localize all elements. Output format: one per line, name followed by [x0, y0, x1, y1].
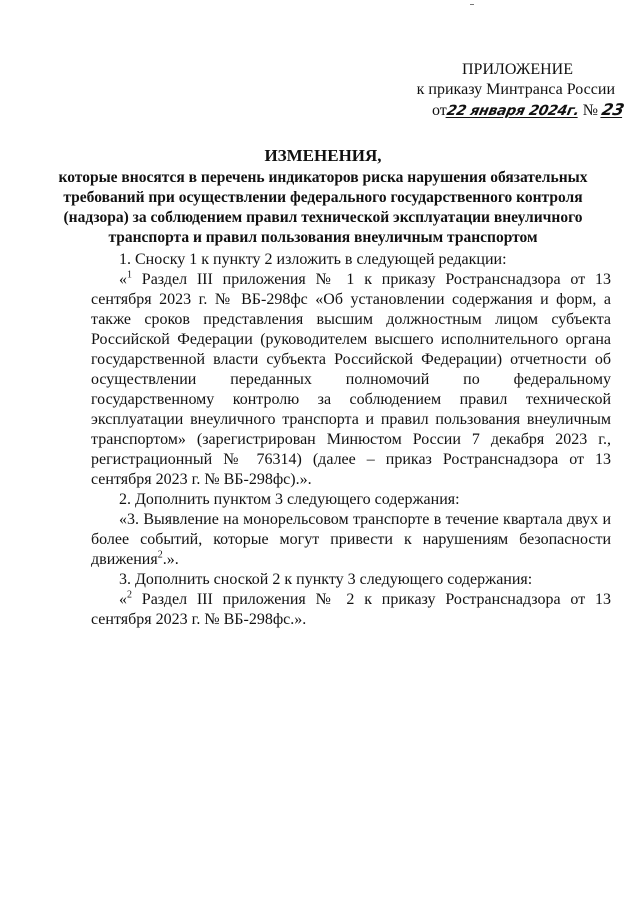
quote-open-1: «	[119, 271, 127, 288]
footnote-mark-3: 2	[127, 589, 132, 601]
appendix-title: ПРИЛОЖЕНИЕ	[462, 61, 574, 78]
appendix-date-row	[400, 100, 626, 121]
item-1-quote	[91, 270, 611, 490]
item-2-quote-tail: .».	[162, 551, 179, 568]
item-2-quote	[91, 510, 611, 570]
item-2-intro: 2. Дополнить пунктом 3 следующего содержания:	[119, 491, 460, 508]
footnote-mark-2: 2	[157, 549, 163, 561]
heading-title: ИЗМЕНЕНИЯ,	[264, 146, 382, 165]
item-3-quote	[91, 590, 611, 630]
item-3-intro: 3. Дополнить сноской 2 к пункту 3 следующего содержания:	[119, 571, 533, 588]
heading-subtitle: которые вносятся в перечень индикаторов риска нарушения обязательных требований при осуществлении федерального государственного контроля (надзора) за соблюдением правил технической эксплуатации внеуличного транспорта и правил пользования внеуличным транспортом	[58, 169, 588, 246]
handwritten-number: 23	[600, 100, 626, 119]
scan-mark	[470, 4, 474, 5]
item-1-quote-text: Раздел III приложения № 1 к приказу Ространснадзора от 13 сентября 2023 г. № ВБ-298фс «Об установлении содержания и форм, а также сроков представления высшим должностным лицом субъекта Российской Федерации (руководителем высшего исполнительного органа государственной власти субъекта Российской Федерации) отчетности об осуществлении переданных полномочий по федеральному государственному контролю за соблюдением правил технической эксплуатации внеуличного транспорта и правил пользования внеуличным транспортом» (зарегистрирован Минюстом России 7 декабря 2023 г., регистрационный № 76314) (далее – приказ Ространснадзора от 13 сентября 2023 г. № ВБ-298фс).».	[91, 271, 611, 488]
handwritten-date: 22 января 2024г.	[445, 103, 581, 119]
number-prefix: №	[582, 102, 599, 119]
footnote-mark-1: 1	[127, 269, 132, 281]
quote-open-3: «	[119, 591, 127, 608]
appendix-header	[400, 60, 626, 121]
item-1-intro: 1. Сноску 1 к пункту 2 изложить в следующей редакции:	[119, 251, 507, 268]
item-2-quote-text: «3. Выявление на монорельсовом транспорте в течение квартала двух и более событий, которые могут привести к нарушениям безопасности движения	[91, 511, 611, 568]
document-heading	[40, 145, 606, 248]
date-prefix: от	[432, 102, 447, 119]
item-3-quote-text: Раздел III приложения № 2 к приказу Ространснадзора от 13 сентября 2023 г. № ВБ-298фс.».	[91, 591, 611, 628]
document-body	[91, 250, 611, 630]
appendix-order-line: к приказу Минтранса России	[416, 81, 615, 98]
